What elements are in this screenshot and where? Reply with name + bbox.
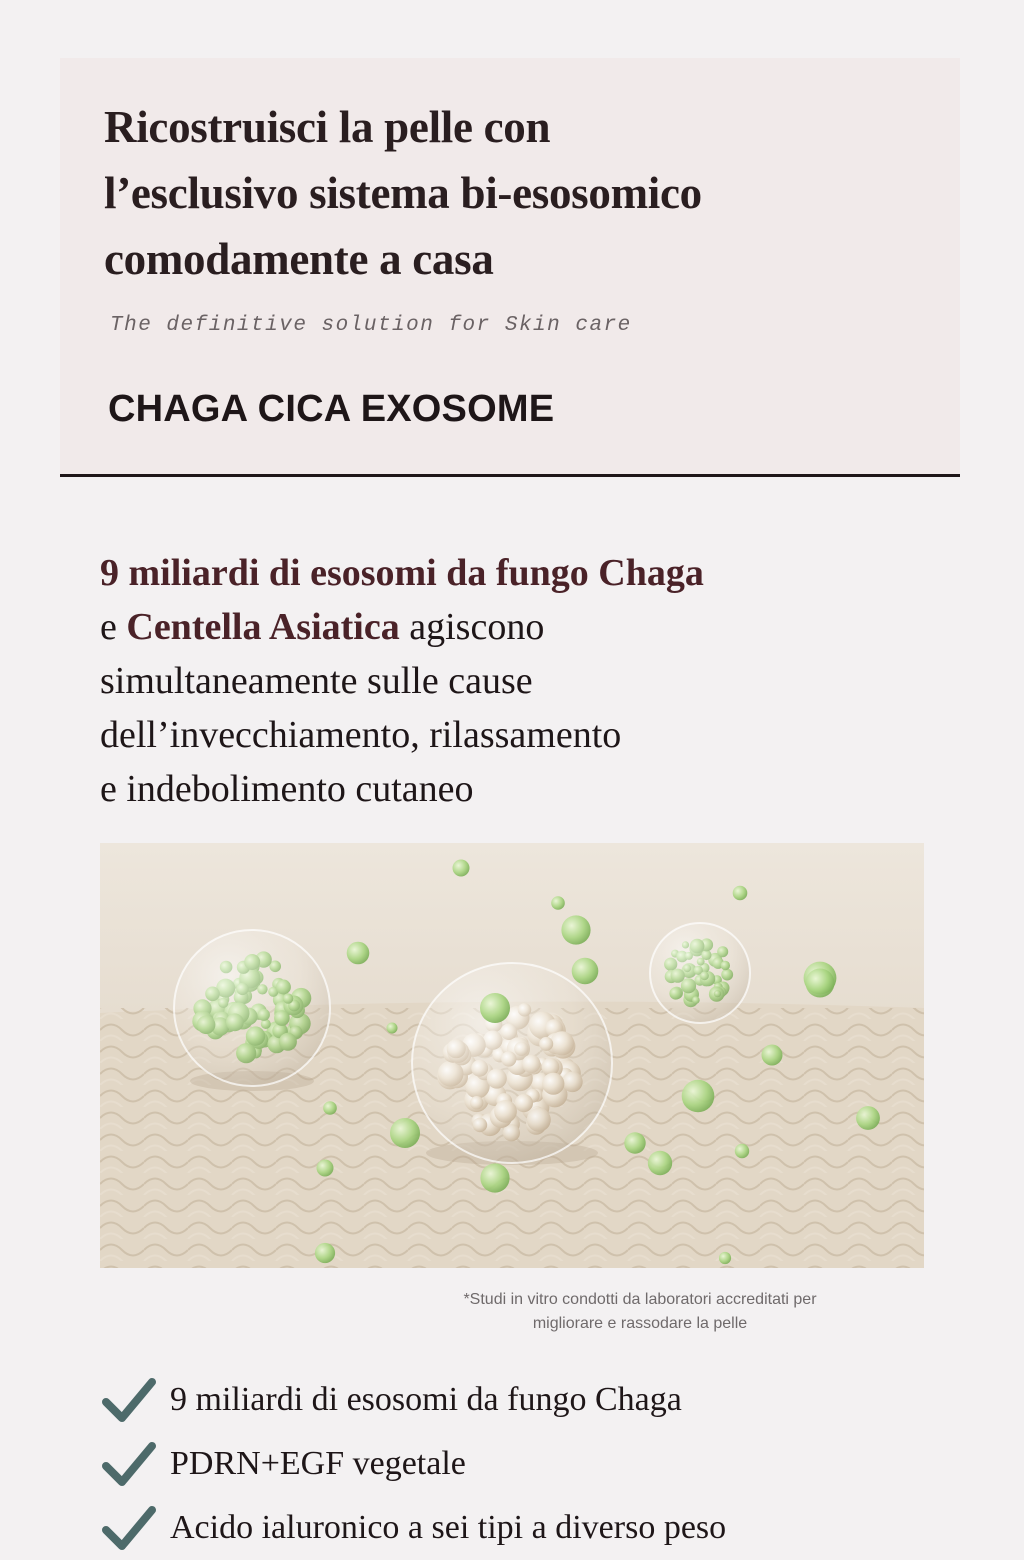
benefits-checklist [100,1368,980,1560]
intro-line: dell’invecchiamento, rilassamento [100,714,622,756]
green-droplet [387,1023,398,1034]
exosome-illustration [100,843,924,1268]
hero-tagline: The definitive solution for Skin care [110,314,632,337]
check-icon [100,1502,158,1554]
hero-title-line: l’esclusivo sistema bi-esosomico [104,168,702,218]
green-droplet [480,1163,509,1192]
intro-paragraph [100,546,960,816]
hero-banner [60,58,960,477]
intro-connector: e [100,606,117,648]
check-icon [100,1438,158,1490]
hero-title-line: comodamente a casa [104,234,494,284]
intro-line: simultaneamente sulle cause [100,660,533,702]
intro-line: e indebolimento cutaneo [100,768,474,810]
checklist-label: PDRN+EGF vegetale [170,1445,466,1482]
checklist-label: Acido ialuronico a sei tipi a diverso peso [170,1509,727,1546]
green-exosome-right [650,923,750,1023]
green-droplet [806,969,835,998]
intro-highlight-chaga: 9 miliardi di esosomi da fungo Chaga [100,552,704,594]
hero-title-line: Ricostruisci la pelle con [104,102,551,152]
green-droplet [682,1080,715,1113]
checklist-item [100,1368,980,1432]
footnote-line: migliorare e rassodare la pelle [532,1315,748,1332]
footnote [360,1288,920,1336]
green-droplet [317,1160,334,1177]
green-droplet [624,1132,645,1153]
footnote-line: *Studi in vitro condotti da laboratori accreditati per [463,1291,817,1308]
hero-title [104,94,924,292]
pearl-exosome-center [412,963,612,1165]
green-droplet [323,1101,337,1115]
green-droplet [735,1144,749,1158]
checklist-item [100,1496,980,1560]
green-droplet [648,1151,672,1175]
green-droplet [551,896,565,910]
green-droplet [572,958,599,985]
intro-line [100,600,960,654]
checklist-label: 9 miliardi di esosomi da fungo Chaga [170,1381,682,1418]
green-droplet [315,1243,335,1263]
green-droplet [733,886,748,901]
checklist-item [100,1432,980,1496]
green-droplet [480,993,510,1023]
intro-highlight-centella: Centella Asiatica [126,606,400,648]
check-icon [100,1374,158,1426]
product-name: CHAGA CICA EXOSOME [108,388,555,430]
green-droplet [347,942,370,965]
green-droplet [453,860,470,877]
green-droplet [856,1106,880,1130]
green-droplet [390,1118,420,1148]
intro-line [100,546,960,600]
green-droplet [719,1252,731,1264]
green-droplet [561,915,590,944]
exosome-illustration-svg [100,843,924,1268]
intro-text: agiscono [409,606,545,648]
green-droplet [762,1045,783,1066]
